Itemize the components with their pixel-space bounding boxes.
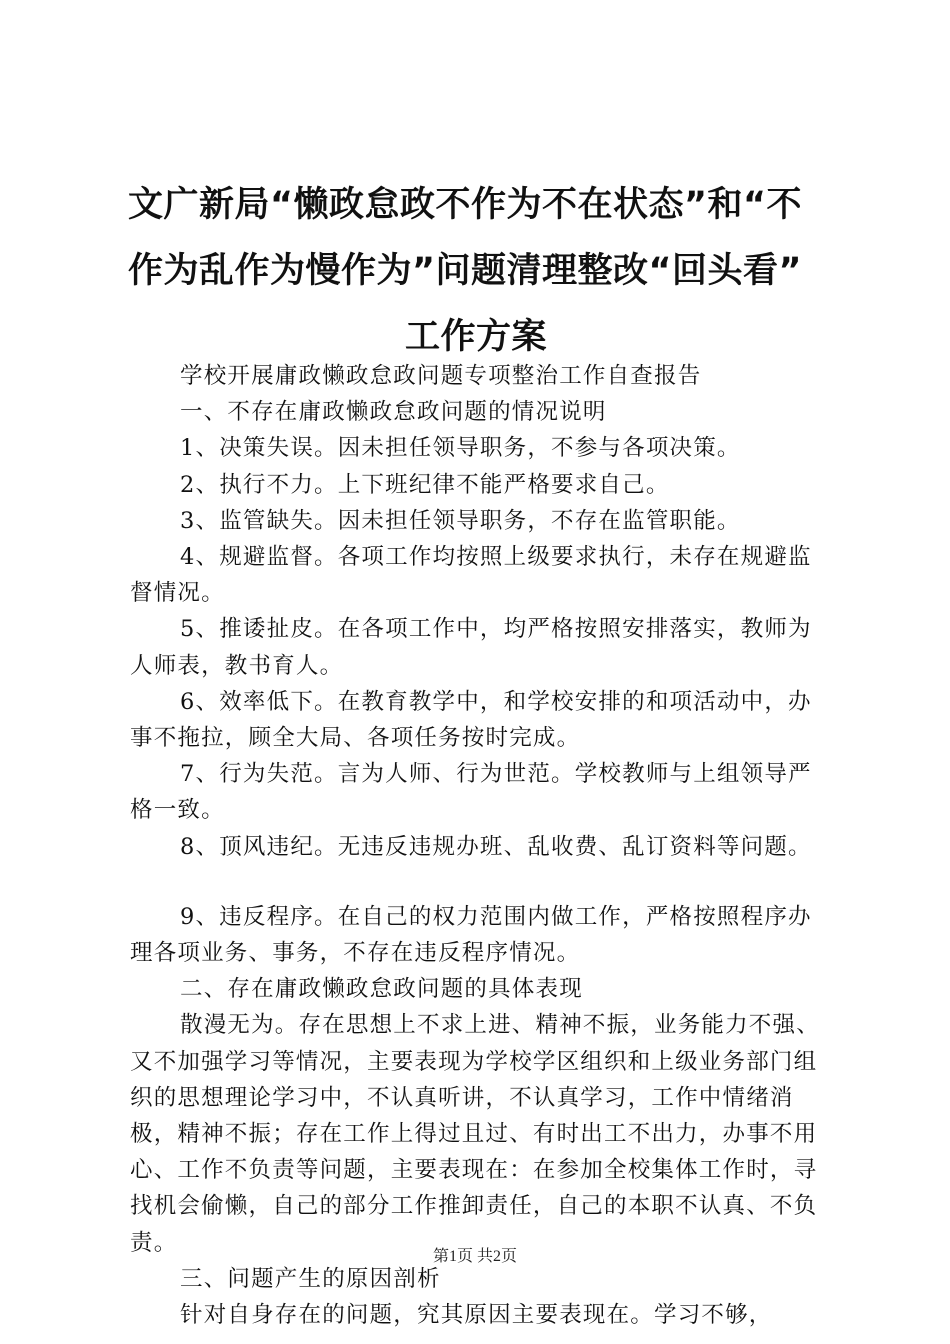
title-line: 工作方案 [404, 317, 547, 357]
paragraph: 针对自身存在的问题，究其原因主要表现在。学习不够， [180, 1302, 773, 1329]
title-line: 作为乱作为慢作为”问题清理整改“回头看” [128, 251, 803, 291]
section-heading: 三、问题产生的原因剖析 [180, 1265, 441, 1292]
paragraph: 1、决策失误。因未担任领导职务，不参与各项决策。 [180, 435, 741, 462]
report-heading: 学校开展庸政懒政怠政问题专项整治工作自查报告 [180, 363, 702, 389]
document-title [128, 172, 824, 370]
paragraph: 4、规避监督。各项工作均按照上级要求执行，未存在规避监督情况。 [130, 544, 812, 607]
paragraph: 9、违反程序。在自己的权力范围内做工作，严格按照程序办理各项业务、事务，不存在违反程序情况。 [130, 903, 812, 967]
document-body [130, 358, 830, 1333]
paragraph: 8、顶风违纪。无违反违规办班、乱收费、乱订资料等问题。 [180, 833, 812, 860]
section-heading: 一、不存在庸政懒政怠政问题的情况说明 [180, 399, 607, 426]
paragraph: 7、行为失范。言为人师、行为世范。学校教师与上组领导严格一致。 [130, 761, 812, 824]
paragraph: 散漫无为。存在思想上不求上进、精神不振，业务能力不强、又不加强学习等情况，主要表现为学校学区组织和上级业务部门组织的思想理论学习中，不认真听讲，不认真学习，工作中情绪消极，精神不振；存在工作上得过且过、有时出工不出力，办事不用心、工作不负责等问题，主要表现在：在参加全校集体工作时，寻找机会偷懒，自己的部分工作推卸责任，自己的本职不认真、不负责。 [130, 1012, 820, 1256]
paragraph: 6、效率低下。在教育教学中，和学校安排的和项活动中，办事不拖拉，顾全大局、各项任务按时完成。 [130, 688, 812, 752]
section-heading: 二、存在庸政懒政怠政问题的具体表现 [180, 976, 583, 1003]
paragraph: 3、监管缺失。因未担任领导职务，不存在监管职能。 [180, 507, 741, 534]
paragraph: 2、执行不力。上下班纪律不能严格要求自己。 [180, 471, 670, 498]
title-line: 文广新局“懒政怠政不作为不在状态”和“不 [128, 185, 803, 225]
page-number-footer: 第1页 共2页 [432, 1248, 517, 1265]
paragraph: 5、推诿扯皮。在各项工作中，均严格按照安排落实，教师为人师表，教书育人。 [130, 616, 812, 679]
